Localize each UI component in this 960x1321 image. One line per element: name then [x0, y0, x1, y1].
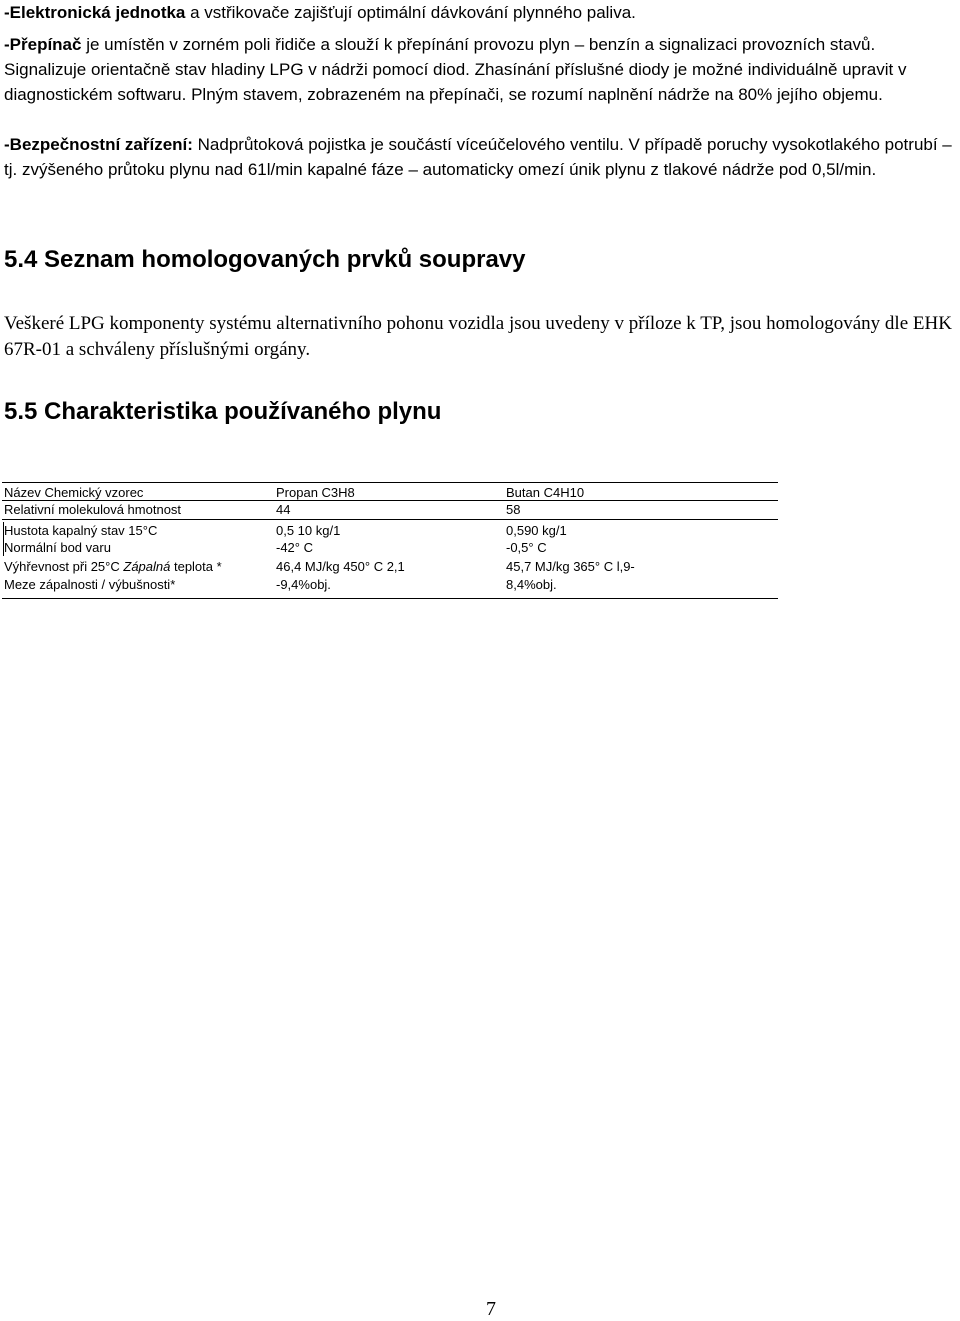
table-row-rule — [2, 519, 778, 520]
table-row-molecular-weight — [2, 501, 778, 519]
paragraph-electronic-unit-text: a vstřikovače zajišťují optimální dávkování plynného paliva. — [185, 3, 636, 22]
paragraph-switch-text: je umístěn v zorném poli řidiče a slouží k přepínání provozu plyn – benzín a signalizaci provozních stavů. Signalizuje orientačně stav hladiny LPG v nádrži pomocí diod. Zhasínání příslušné diody je možné individuálně upravit v diagnostickém softwaru. Plným stavem, zobrazeném na přepínači, se rozumí naplnění nádrže na 80% jejího objemu. — [4, 35, 907, 104]
propane-value: 0,5 10 kg/1 — [276, 523, 341, 538]
propane-value: -42° C — [276, 540, 313, 555]
table-row-heating-value — [2, 558, 778, 576]
butane-value: 0,590 kg/1 — [506, 523, 567, 538]
propane-value: 46,4 MJ/kg 450° C 2,1 — [276, 559, 405, 574]
propane-value: Propan C3H8 — [276, 485, 355, 500]
row-label: Normální bod varu — [4, 540, 111, 555]
table-row-density — [2, 522, 778, 540]
paragraph-electronic-unit — [4, 0, 956, 25]
butane-value: 58 — [506, 502, 521, 517]
butane-value: 8,4%obj. — [506, 577, 557, 592]
row-label: Relativní molekulová hmotnost — [4, 502, 182, 517]
butane-value: -0,5° C — [506, 540, 547, 555]
butane-value: 45,7 MJ/kg 365° C l,9- — [506, 559, 635, 574]
row-label: Hustota kapalný stav 15°C — [4, 523, 158, 538]
term-electronic-unit: -Elektronická jednotka — [4, 3, 186, 22]
label-part: Výhřevnost při 25°C — [4, 559, 124, 574]
row-label: Meze zápalnosti / výbušnosti* — [4, 577, 176, 592]
section-heading-homologated-parts: 5.4 Seznam homologovaných prvků soupravy — [4, 246, 526, 273]
table-row-explosion-limits — [2, 576, 778, 594]
term-safety-device: -Bezpečnostní zařízení: — [4, 135, 193, 154]
table-top-rule — [2, 482, 778, 483]
butane-value: Butan C4H10 — [506, 485, 585, 500]
label-italic-part: Zápalná — [123, 559, 171, 574]
paragraph-homologation: Veškeré LPG komponenty systému alternativního pohonu vozidla jsou uvedeny v příloze k TP, jsou homologovány dle EHK 67R-01 a schváleny příslušnými orgány. — [4, 313, 952, 360]
term-switch: -Přepínač — [4, 35, 82, 54]
paragraph-safety-device-text: Nadprůtoková pojistka je součástí víceúčelového ventilu. V případě poruchy vysokotlakého potrubí – tj. zvýšeného průtoku plynu nad 61l/min kapalné fáze – automaticky omezí únik plynu z tlakové nádrže pod 0,5l/min. — [4, 135, 952, 179]
paragraph-safety-device — [4, 132, 956, 182]
row-label: Název Chemický vzorec — [4, 485, 144, 500]
table-row-boiling-point — [2, 539, 778, 557]
page-number: 7 — [486, 1298, 496, 1320]
paragraph-switch — [4, 32, 956, 107]
row-label — [4, 558, 222, 576]
table-bottom-rule — [2, 598, 778, 599]
section-heading-gas-characteristics: 5.5 Charakteristika používaného plynu — [4, 398, 442, 425]
propane-value: 44 — [276, 502, 291, 517]
propane-value: -9,4%obj. — [276, 577, 331, 592]
label-part: teplota * — [170, 559, 222, 574]
